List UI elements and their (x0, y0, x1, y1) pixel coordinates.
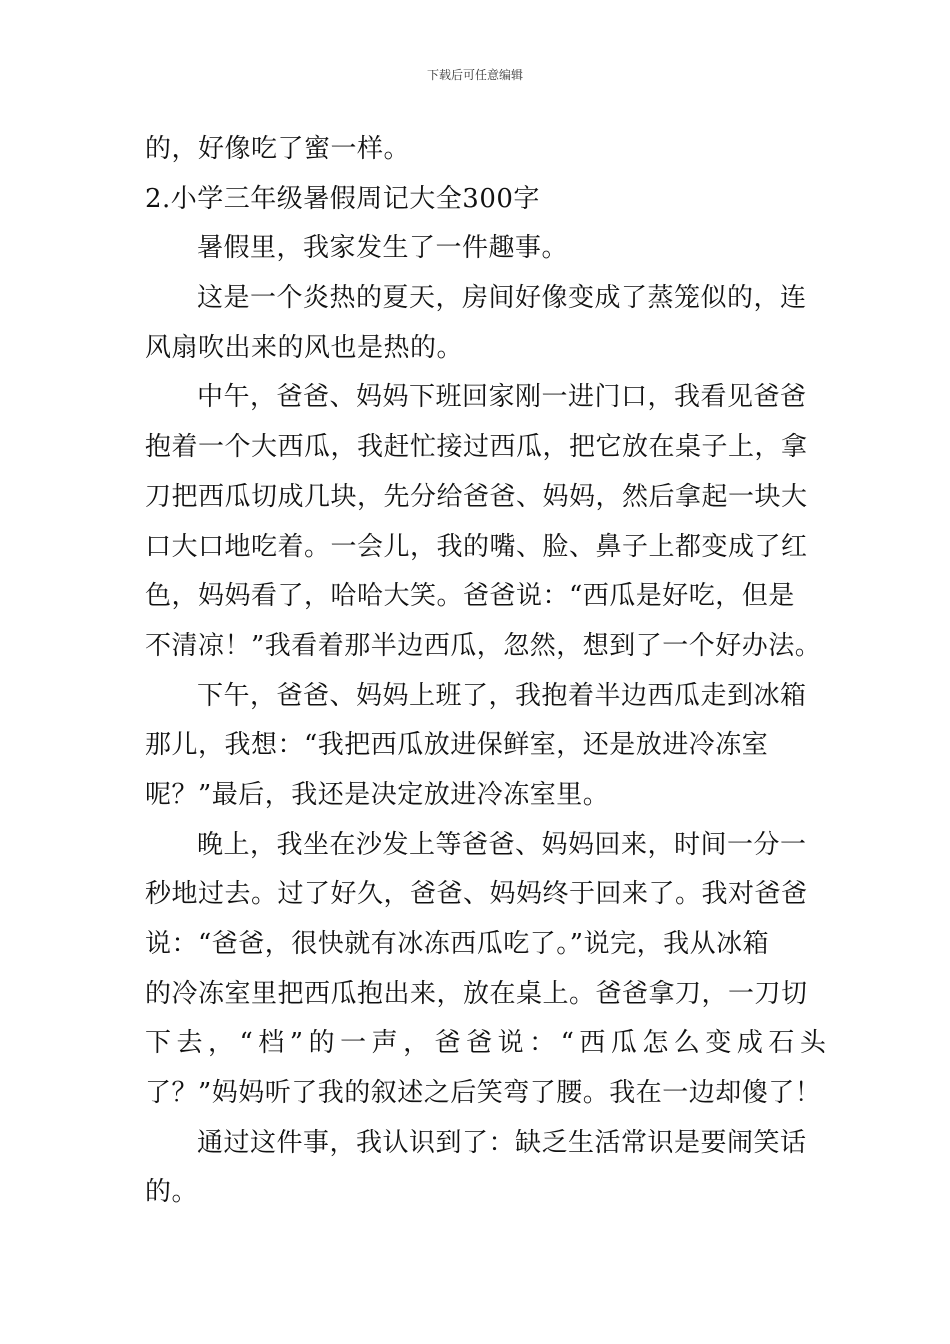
paragraph-line: 口大口地吃着。一会儿，我的嘴、脸、鼻子上都变成了红 (145, 531, 808, 562)
paragraph-line: 不清凉！”我看着那半边西瓜，忽然，想到了一个好办法。 (145, 630, 822, 661)
paragraph-line: 色，妈妈看了，哈哈大笑。爸爸说：“西瓜是好吃，但是 (145, 581, 795, 612)
paragraph-line: 了？”妈妈听了我的叙述之后笑弯了腰。我在一边却傻了！ (145, 1078, 822, 1109)
paragraph-line: 下去，“档”的一声，爸爸说：“西瓜怎么变成石头 (145, 1028, 832, 1059)
text-line: 的，好像吃了蜜一样。 (145, 134, 411, 164)
paragraph-line: 通过这件事，我认识到了：缺乏生活常识是要闹笑话 (197, 1127, 807, 1158)
paragraph-line: 那儿，我想：“我把西瓜放进保鲜室，还是放进冷冻室 (145, 730, 769, 761)
paragraph-line: 说：“爸爸，很快就有冰冻西瓜吃了。”说完，我从冰箱 (145, 929, 770, 959)
paragraph-line: 晚上，我坐在沙发上等爸爸、妈妈回来，时间一分一 (197, 829, 807, 860)
paragraph-line: 中午，爸爸、妈妈下班回家刚一进门口，我看见爸爸 (197, 382, 807, 413)
paragraph-line: 这是一个炎热的夏天，房间好像变成了蒸笼似的，连 (197, 283, 807, 314)
section-heading: 2.小学三年级暑假周记大全300字 (145, 183, 540, 214)
page-header: 下载后可任意编辑 (426, 68, 523, 82)
paragraph-line: 秒地过去。过了好久，爸爸、妈妈终于回来了。我对爸爸 (145, 879, 808, 910)
paragraph-line: 下午，爸爸、妈妈上班了，我抱着半边西瓜走到冰箱 (197, 680, 807, 711)
paragraph-line: 暑假里，我家发生了一件趣事。 (197, 233, 569, 264)
paragraph-line: 刀把西瓜切成几块，先分给爸爸、妈妈，然后拿起一块大 (145, 481, 808, 512)
paragraph-line: 的。 (145, 1177, 199, 1208)
paragraph-line: 风扇吹出来的风也是热的。 (145, 332, 464, 363)
paragraph-line: 呢？”最后，我还是决定放进冷冻室里。 (145, 779, 610, 810)
document-body (145, 125, 832, 1218)
paragraph-line: 抱着一个大西瓜，我赶忙接过西瓜，把它放在桌子上，拿 (145, 432, 808, 463)
paragraph-line: 的冷冻室里把西瓜抱出来，放在桌上。爸爸拿刀，一刀切 (145, 978, 808, 1009)
